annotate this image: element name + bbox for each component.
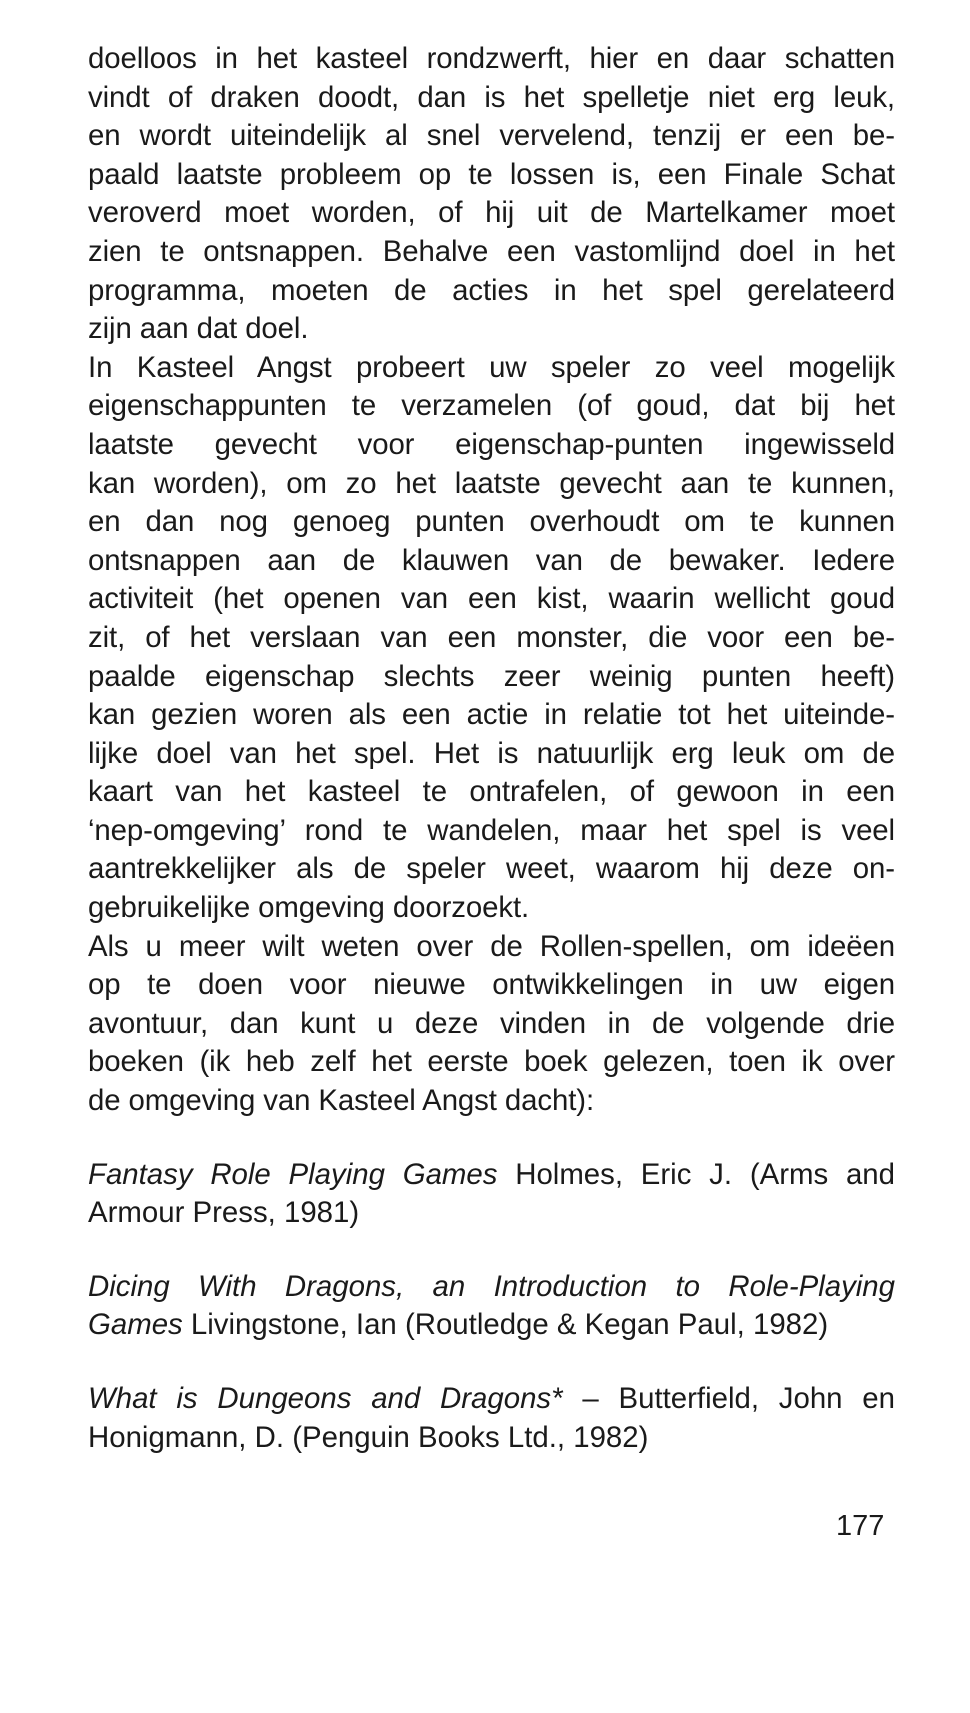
text-line: op te doen voor nieuwe ontwikkelingen in uw eigen <box>88 968 895 1002</box>
text-line: eigenschappunten te verzamelen (of goud, dat bij het <box>88 389 895 423</box>
reference-title: Dicing With Dragons, an Introduction to Role-Playing <box>88 1269 895 1303</box>
reference-item <box>88 1380 895 1457</box>
reference-line <box>88 1268 895 1307</box>
text-line: vindt of draken doodt, dan is het spelletje niet erg leuk, <box>88 80 895 114</box>
text-line: zit, of het verslaan van een monster, die voor een be- <box>88 620 895 654</box>
page-number: 177 <box>836 1510 885 1542</box>
reference-item <box>88 1268 895 1345</box>
reference-line <box>88 1306 895 1345</box>
text-line: avontuur, dan kunt u deze vinden in de volgende drie <box>88 1006 895 1040</box>
text-line: In Kasteel Angst probeert uw speler zo veel mogelijk <box>88 350 895 384</box>
text-line: en dan nog genoeg punten overhoudt om te kunnen <box>88 505 895 539</box>
text-line: doelloos in het kasteel rondzwerft, hier en daar schatten <box>88 42 895 75</box>
text-line: zien te ontsnappen. Behalve een vastomlijnd doel in het <box>88 234 895 268</box>
reference-line <box>88 1380 895 1419</box>
reference-title: Games <box>88 1308 183 1342</box>
book-page <box>88 40 895 1492</box>
text-line: laatste gevecht voor eigenschap-punten ingewisseld <box>88 427 895 461</box>
reference-list <box>88 1156 895 1458</box>
text-line: boeken (ik heb zelf het eerste boek gelezen, toen ik over <box>88 1045 895 1079</box>
text-line: kaart van het kasteel te ontrafelen, of gewoon in een <box>88 775 895 809</box>
reference-line <box>88 1156 895 1195</box>
text-line: veroverd moet worden, of hij uit de Martelkamer moet <box>88 196 895 230</box>
paragraph-1 <box>88 40 895 349</box>
paragraph-3 <box>88 928 895 1121</box>
text-line: programma, moeten de acties in het spel gerelateerd <box>88 273 895 307</box>
reference-title: What is Dungeons and Dragons* <box>88 1382 563 1415</box>
reference-line <box>88 1419 895 1458</box>
reference-item <box>88 1156 895 1233</box>
text-line: de omgeving van Kasteel Angst dacht): <box>88 1084 595 1118</box>
text-line: Als u meer wilt weten over de Rollen-spellen, om ideëen <box>88 929 895 963</box>
text-line: ontsnappen aan de klauwen van de bewaker. Iedere <box>88 543 895 577</box>
reference-line <box>88 1194 895 1233</box>
reference-title: Fantasy Role Playing Games <box>88 1157 498 1191</box>
reference-details: Livingstone, Ian (Routledge & Kegan Paul, 1982) <box>182 1308 829 1342</box>
text-line: paalde eigenschap slechts zeer weinig punten heeft) <box>88 659 895 693</box>
text-line: aantrekkelijker als de speler weet, waarom hij deze on- <box>88 852 895 886</box>
reference-details: – Butterfield, John en <box>562 1382 895 1415</box>
text-line: lijke doel van het spel. Het is natuurlijk erg leuk om de <box>88 736 895 770</box>
text-line: zijn aan dat doel. <box>88 312 309 346</box>
text-line: kan worden), om zo het laatste gevecht aan te kunnen, <box>88 466 895 500</box>
text-line: paald laatste probleem op te lossen is, een Finale Schat <box>88 157 895 191</box>
reference-details: Honigmann, D. (Penguin Books Ltd., 1982) <box>88 1420 649 1454</box>
paragraph-2 <box>88 349 895 928</box>
text-line: activiteit (het openen van een kist, waarin wellicht goud <box>88 582 895 616</box>
reference-details: Armour Press, 1981) <box>88 1196 360 1230</box>
text-line: ‘nep-omgeving’ rond te wandelen, maar het spel is veel <box>88 813 895 847</box>
text-line: en wordt uiteindelijk al snel vervelend, tenzij er een be- <box>88 119 895 153</box>
text-line: gebruikelijke omgeving doorzoekt. <box>88 891 530 925</box>
reference-details: Holmes, Eric J. (Arms and <box>497 1157 895 1191</box>
text-line: kan gezien woren als een actie in relatie tot het uiteinde- <box>88 698 895 732</box>
